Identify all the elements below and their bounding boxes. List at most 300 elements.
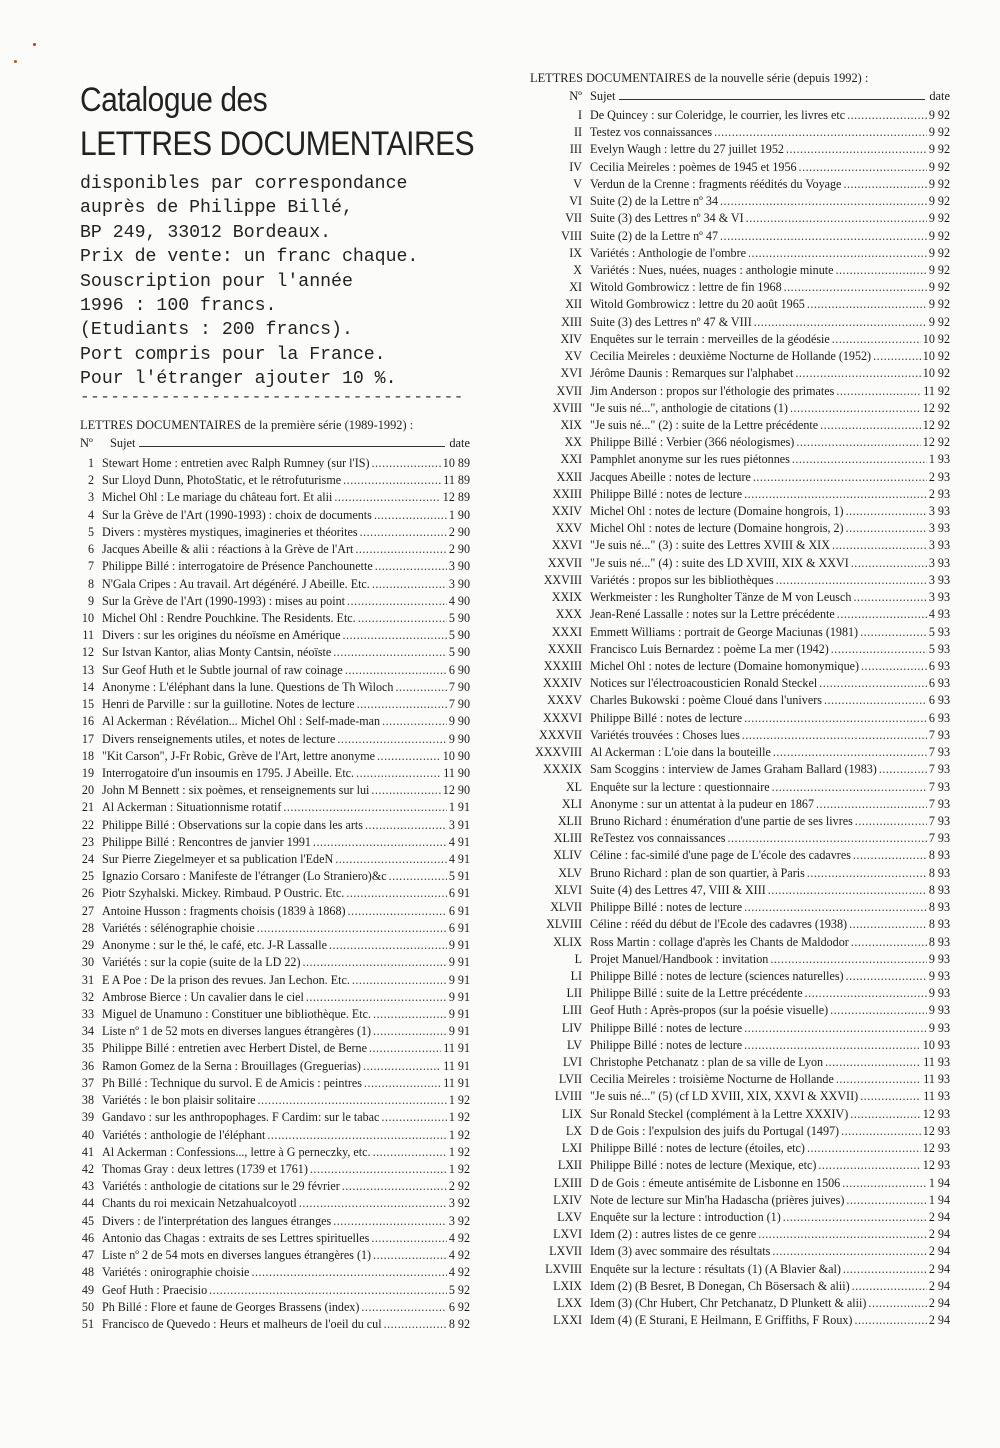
- item-leader: [343, 472, 441, 489]
- item-date: 1 92: [448, 1161, 470, 1176]
- list-item: [530, 228, 950, 245]
- item-leader: [352, 972, 447, 989]
- list-item: [530, 916, 950, 933]
- list-item: [80, 748, 470, 765]
- list-item: [80, 903, 470, 920]
- item-number: XLII: [557, 813, 582, 828]
- col-no: Nº: [569, 89, 582, 103]
- item-leader: [337, 731, 446, 748]
- item-number: 30: [81, 955, 94, 970]
- item-subject: Idem (2) : autres listes de ce genre: [590, 1227, 757, 1242]
- item-date: 3 93: [928, 521, 950, 536]
- list-item: [530, 624, 950, 641]
- item-leader: [251, 1264, 446, 1281]
- item-leader: [347, 593, 447, 610]
- item-number: 21: [81, 800, 94, 815]
- item-subject: Cecilia Meireles : deuxième Nocturne de Hollande (1952): [590, 349, 872, 364]
- item-number: 51: [81, 1316, 94, 1331]
- item-subject: Al Ackerman : Confessions..., lettre à G perneczky, etc.: [102, 1144, 371, 1159]
- item-date: 4 91: [448, 852, 470, 867]
- item-date: 6 90: [448, 662, 470, 677]
- item-subject: Sur la Grève de l'Art (1990-1993) : mises au point: [102, 593, 345, 608]
- item-date: 9 92: [928, 297, 950, 312]
- item-leader: [369, 1040, 441, 1057]
- item-date: 2 92: [448, 1179, 470, 1194]
- list-item: [530, 107, 950, 124]
- item-date: 9 92: [928, 262, 950, 277]
- item-subject: Michel Ohl : notes de lecture (Domaine homonymique): [590, 659, 860, 673]
- list-item: [530, 865, 950, 882]
- item-leader: [860, 624, 927, 641]
- item-subject: Francisco de Quevedo : Heurs et malheurs de l'oeil du cul: [102, 1316, 382, 1331]
- item-subject: Al Ackerman : Situationnisme rotatif: [102, 800, 282, 815]
- item-number: VII: [565, 211, 582, 226]
- item-date: 11 90: [443, 765, 470, 780]
- list-item: [530, 159, 950, 176]
- item-date: 6 93: [928, 693, 950, 708]
- item-leader: [836, 1071, 921, 1088]
- item-date: 2 93: [928, 469, 950, 484]
- item-subject: Pamphlet anonyme sur les rues piétonnes: [590, 452, 790, 467]
- info-line: Souscription pour l'année: [80, 271, 353, 292]
- item-subject: Michel Ohl : Rendre Pouchkine. The Residents. Etc.: [102, 610, 356, 625]
- item-leader: [371, 782, 440, 799]
- item-subject: Anonyme : sur un attentat à la pudeur en 1867: [590, 796, 815, 811]
- list-item: [530, 469, 950, 486]
- item-number: XLIV: [553, 848, 582, 863]
- item-number: 12: [81, 645, 94, 660]
- item-subject: Jacques Abeille : notes de lecture: [590, 469, 751, 484]
- item-leader: [843, 176, 926, 193]
- item-date: 12 93: [922, 1141, 950, 1156]
- item-leader: [790, 400, 921, 417]
- list-item: [530, 1261, 950, 1278]
- item-subject: Jim Anderson : propos sur l'éthologie des primates: [590, 383, 835, 398]
- item-subject: Chants du roi mexicain Netzahualcoyotl: [102, 1196, 297, 1211]
- list-item: [530, 692, 950, 709]
- info-line: Pour l'étranger ajouter 10 %.: [80, 369, 397, 390]
- list-item: [80, 1109, 470, 1126]
- list-item: [530, 572, 950, 589]
- item-date: 11 91: [443, 1058, 470, 1073]
- separator: --------------------------------------: [80, 388, 464, 406]
- item-subject: Suite (3) des Lettres nº 34 & VI: [590, 211, 744, 226]
- item-subject: Sur Istvan Kantor, alias Monty Cantsin, néoïste: [102, 645, 332, 660]
- item-leader: [807, 296, 927, 313]
- item-date: 9 91: [448, 1024, 470, 1039]
- item-date: 9 92: [928, 159, 950, 174]
- item-leader: [306, 989, 447, 1006]
- item-number: 38: [81, 1093, 94, 1108]
- item-number: 27: [81, 903, 94, 918]
- item-subject: ReTestez vos connaissances: [590, 831, 726, 846]
- item-subject: Note de lecture sur Min'ha Hadascha (prières juives): [590, 1192, 845, 1207]
- item-leader: [333, 644, 447, 661]
- item-subject: Emmett Williams : portrait de George Maciunas (1981): [590, 624, 859, 639]
- item-date: 9 93: [928, 968, 950, 983]
- item-date: 2 90: [448, 524, 470, 539]
- item-number: 8: [87, 576, 94, 591]
- item-leader: [373, 1144, 447, 1161]
- list-item: [530, 383, 950, 400]
- item-leader: [744, 899, 927, 916]
- item-number: 31: [81, 972, 94, 987]
- item-subject: Variétés trouvées : Choses lues: [590, 727, 740, 742]
- item-leader: [728, 830, 927, 847]
- info-line: 1996 : 100 francs.: [80, 296, 277, 317]
- item-subject: Liste nº 2 de 54 mots en diverses langues étrangères (1): [102, 1248, 372, 1263]
- item-leader: [342, 1178, 447, 1195]
- item-date: 3 90: [448, 559, 470, 574]
- item-subject: Variétés : Nues, nuées, nuages : anthologie minute: [590, 262, 834, 277]
- item-date: 9 92: [928, 245, 950, 260]
- item-subject: Michel Ohl : Le mariage du château fort. Et alii: [102, 490, 333, 505]
- list-item: [530, 796, 950, 813]
- item-date: 11 91: [443, 1075, 470, 1090]
- item-number: XXV: [555, 521, 582, 536]
- item-subject: Ph Billé : Technique du survol. E de Amicis : peintres: [102, 1075, 362, 1090]
- list-item: [530, 779, 950, 796]
- item-number: XLV: [558, 865, 582, 880]
- list-item: [530, 899, 950, 916]
- item-subject: Sur la Grève de l'Art (1990-1993) : choix de documents: [102, 507, 372, 522]
- item-date: 8 93: [928, 848, 950, 863]
- item-subject: Gandavo : sur les anthropophages. F Cardim: sur le tabac: [102, 1110, 380, 1125]
- item-leader: [313, 834, 447, 851]
- item-leader: [854, 1312, 926, 1329]
- item-leader: [824, 692, 927, 709]
- list-item: [530, 1157, 950, 1174]
- list-item: [80, 989, 470, 1006]
- list-item: [80, 1075, 470, 1092]
- item-number: 45: [81, 1213, 94, 1228]
- list-item: [80, 610, 470, 627]
- item-number: 26: [81, 886, 94, 901]
- list-item: [80, 1299, 470, 1316]
- item-number: LXVII: [549, 1244, 582, 1259]
- item-leader: [847, 107, 927, 124]
- item-leader: [819, 675, 927, 692]
- item-number: 35: [81, 1041, 94, 1056]
- item-date: 9 91: [448, 938, 470, 953]
- item-leader: [267, 1127, 446, 1144]
- item-subject: Witold Gombrowicz : lettre du 20 août 1965: [590, 297, 805, 312]
- item-leader: [846, 503, 927, 520]
- item-number: 20: [81, 783, 94, 798]
- item-number: XL: [565, 779, 582, 794]
- item-number: LVII: [558, 1072, 582, 1087]
- item-number: IX: [569, 245, 582, 260]
- item-leader: [299, 1195, 447, 1212]
- item-number: 36: [81, 1058, 94, 1073]
- item-subject: Testez vos connaissances: [590, 125, 713, 140]
- item-leader: [851, 555, 927, 572]
- header-leader: [139, 446, 445, 447]
- list-item: [530, 245, 950, 262]
- first-series-column-header: [80, 436, 470, 451]
- item-subject: Enquête sur la lecture : questionnaire: [590, 779, 770, 794]
- item-leader: [373, 1006, 447, 1023]
- item-leader: [345, 662, 447, 679]
- item-subject: Francisco Luis Bernardez : poème La mer (1942): [590, 641, 829, 656]
- item-date: 7 93: [928, 745, 950, 760]
- info-line: Port compris pour la France.: [80, 344, 386, 365]
- item-date: 9 90: [448, 731, 470, 746]
- item-leader: [329, 937, 447, 954]
- item-subject: Projet Manuel/Handbook : invitation: [590, 951, 769, 966]
- item-subject: Jérôme Daunis : Remarques sur l'alphabet: [590, 366, 794, 381]
- item-number: XLVIII: [546, 917, 582, 932]
- item-subject: Suite (3) des Lettres nº 47 & VIII: [590, 314, 752, 329]
- item-date: 6 93: [928, 710, 950, 725]
- item-subject: Sur Pierre Ziegelmeyer et sa publication l'EdeN: [102, 852, 334, 867]
- item-date: 7 90: [448, 679, 470, 694]
- item-subject: Suite (2) de la Lettre nº 34: [590, 194, 719, 209]
- list-item: [80, 1264, 470, 1281]
- item-date: 12 92: [922, 400, 950, 415]
- item-number: 22: [81, 817, 94, 832]
- item-leader: [846, 968, 927, 985]
- item-subject: Interrogatoire d'un insoumis en 1795. J Abeille. Etc.: [102, 765, 355, 780]
- item-subject: Suite (4) des Lettres 47, VIII & XIII: [590, 882, 766, 897]
- list-item: [80, 472, 470, 489]
- list-item: [80, 1247, 470, 1264]
- item-number: 48: [81, 1265, 94, 1280]
- item-date: 1 93: [928, 452, 950, 467]
- item-subject: Divers : sur les origines du néoïsme en Amérique: [102, 628, 341, 643]
- list-item: [80, 713, 470, 730]
- item-subject: Sam Scoggins : interview de James Graham Ballard (1983): [590, 762, 877, 777]
- item-subject: "Je suis né...", anthologie de citations (1): [590, 400, 788, 415]
- item-date: 10 92: [922, 349, 950, 364]
- item-subject: Philippe Billé : notes de lecture: [590, 1037, 743, 1052]
- item-number: LVI: [562, 1055, 582, 1070]
- item-date: 12 93: [922, 1106, 950, 1121]
- list-item: [80, 644, 470, 661]
- list-item: [80, 817, 470, 834]
- list-item: [530, 934, 950, 951]
- new-series-list: [530, 107, 950, 1330]
- item-date: 11 93: [923, 1055, 950, 1070]
- item-leader: [837, 606, 927, 623]
- item-subject: N'Gala Cripes : Au travail. Art dégénéré. J Abeille. Etc.: [102, 576, 370, 591]
- item-number: XX: [564, 435, 582, 450]
- item-leader: [372, 455, 441, 472]
- item-number: XXXVI: [543, 710, 582, 725]
- item-subject: Variétés : sélénographie choisie: [102, 920, 255, 935]
- list-item: [80, 1023, 470, 1040]
- list-item: [530, 1312, 950, 1329]
- new-series-heading: LETTRES DOCUMENTAIRES de la nouvelle série (depuis 1992) :: [530, 71, 869, 85]
- item-leader: [358, 610, 447, 627]
- item-leader: [846, 1192, 926, 1209]
- item-leader: [841, 1123, 921, 1140]
- item-subject: Variétés : propos sur les bibliothèques: [590, 572, 774, 587]
- item-leader: [853, 589, 926, 606]
- item-number: 44: [81, 1196, 94, 1211]
- item-number: VIII: [561, 228, 582, 243]
- item-number: XXX: [555, 607, 582, 622]
- item-leader: [783, 1209, 927, 1226]
- info-line: BP 249, 33012 Bordeaux.: [80, 222, 332, 243]
- item-date: 11 92: [923, 383, 950, 398]
- item-subject: Variétés : anthologie de l'éléphant: [102, 1127, 266, 1142]
- item-leader: [381, 1109, 446, 1126]
- list-item: [530, 1106, 950, 1123]
- header-leader: [619, 99, 925, 100]
- list-item: [530, 1226, 950, 1243]
- item-number: XVI: [560, 366, 582, 381]
- item-number: III: [569, 142, 582, 157]
- item-number: X: [573, 262, 582, 277]
- item-subject: Idem (3) (Chr Hubert, Chr Petchanatz, D Plunkett & alii): [590, 1296, 867, 1311]
- list-item: [530, 1037, 950, 1054]
- item-date: 3 91: [448, 817, 470, 832]
- list-item: [530, 262, 950, 279]
- item-number: II: [573, 125, 582, 140]
- list-item: [530, 985, 950, 1002]
- item-leader: [334, 489, 440, 506]
- item-subject: Antoine Husson : fragments choisis (1839 à 1868): [102, 903, 346, 918]
- item-date: 9 90: [448, 714, 470, 729]
- item-subject: De Quincey : sur Coleridge, le courrier, les livres etc: [590, 108, 846, 122]
- item-number: XXIX: [551, 590, 582, 605]
- item-subject: Philippe Billé : suite de la Lettre précédente: [590, 986, 803, 1001]
- item-date: 2 94: [928, 1244, 950, 1259]
- item-number: 50: [81, 1299, 94, 1314]
- list-item: [530, 124, 950, 141]
- list-item: [80, 1058, 470, 1075]
- item-number: LXIV: [553, 1192, 582, 1207]
- list-item: [80, 1195, 470, 1212]
- item-leader: [746, 210, 927, 227]
- item-date: 9 91: [448, 989, 470, 1004]
- item-subject: Céline : fac-similé d'une page de L'école des cadavres: [590, 848, 851, 863]
- ordering-info: [80, 172, 418, 392]
- item-date: 1 91: [448, 800, 470, 815]
- list-item: [530, 1020, 950, 1037]
- list-item: [530, 1278, 950, 1295]
- item-subject: Bruno Richard : énumération d'une partie de ses livres: [590, 813, 853, 828]
- item-date: 9 92: [928, 280, 950, 295]
- item-subject: D de Gois : l'expulsion des juifs du Portugal (1497): [590, 1123, 840, 1138]
- item-subject: Sur Lloyd Dunn, PhotoStatic, et le rétrofuturisme: [102, 473, 342, 488]
- item-date: 2 90: [448, 542, 470, 557]
- item-subject: Philippe Billé : notes de lecture (Mexique, etc): [590, 1158, 817, 1173]
- list-item: [80, 834, 470, 851]
- item-number: 6: [87, 542, 94, 557]
- item-subject: Philippe Billé : notes de lecture: [590, 900, 743, 915]
- item-leader: [744, 1020, 927, 1037]
- item-number: LII: [566, 986, 582, 1001]
- item-number: XXIV: [551, 504, 582, 519]
- item-leader: [758, 1226, 927, 1243]
- list-item: [530, 1140, 950, 1157]
- list-item: [80, 1161, 470, 1178]
- item-number: 37: [81, 1075, 94, 1090]
- list-item: [80, 1144, 470, 1161]
- item-date: 4 92: [448, 1248, 470, 1263]
- item-subject: John M Bennett : six poèmes, et renseignements sur lui: [102, 783, 370, 798]
- item-number: LVIII: [554, 1089, 582, 1104]
- item-number: 29: [81, 938, 94, 953]
- item-leader: [799, 159, 927, 176]
- info-line: (Etudiants : 200 francs).: [80, 320, 353, 341]
- item-leader: [879, 761, 927, 778]
- item-number: LIII: [562, 1003, 582, 1018]
- item-number: LXV: [557, 1210, 582, 1224]
- list-item: [80, 696, 470, 713]
- item-date: 6 93: [928, 676, 950, 691]
- item-leader: [816, 796, 927, 813]
- item-subject: E A Poe : De la prison des revues. Jan Lechon. Etc.: [102, 972, 350, 987]
- item-number: L: [574, 951, 582, 966]
- item-number: XLIII: [553, 831, 582, 846]
- item-date: 1 94: [928, 1192, 950, 1207]
- list-item: [80, 558, 470, 575]
- item-date: 6 91: [448, 920, 470, 935]
- list-item: [80, 885, 470, 902]
- item-number: LV: [566, 1037, 582, 1052]
- item-number: XVII: [556, 383, 582, 398]
- item-leader: [846, 520, 927, 537]
- col-no: Nº: [80, 436, 93, 450]
- info-line: auprès de Philippe Billé,: [80, 198, 353, 219]
- list-item: [530, 503, 950, 520]
- item-subject: Al Ackerman : L'oie dans la bouteille: [590, 745, 771, 760]
- item-subject: Bruno Richard : plan de son quartier, à Paris: [590, 865, 805, 880]
- item-leader: [843, 1261, 927, 1278]
- item-subject: Anonyme : L'éléphant dans la lune. Questions de Th Wiloch: [102, 679, 394, 694]
- list-item: [530, 968, 950, 985]
- item-date: 4 92: [448, 1265, 470, 1280]
- item-number: XXXII: [547, 641, 582, 656]
- item-number: XLVII: [550, 900, 582, 915]
- item-date: 6 93: [928, 659, 950, 673]
- info-line: disponibles par correspondance: [80, 174, 408, 194]
- item-date: 9 92: [928, 108, 950, 122]
- list-item: [80, 1040, 470, 1057]
- item-leader: [742, 727, 927, 744]
- list-item: [80, 662, 470, 679]
- item-date: 1 92: [448, 1110, 470, 1125]
- item-leader: [836, 262, 927, 279]
- item-date: 3 93: [928, 555, 950, 570]
- item-date: 4 91: [448, 834, 470, 849]
- list-item: [530, 761, 950, 778]
- item-number: XIII: [561, 314, 582, 329]
- page-title: [80, 78, 528, 166]
- list-item: [530, 727, 950, 744]
- item-subject: Michel Ohl : notes de lecture (Domaine hongrois, 1): [590, 504, 844, 519]
- item-subject: Henri de Parville : sur la guillotine. Notes de lecture: [102, 697, 355, 712]
- item-subject: Jean-René Lassalle : notes sur la Lettre précédente: [590, 607, 835, 622]
- item-date: 10 93: [922, 1037, 950, 1052]
- item-number: I: [577, 108, 582, 122]
- item-number: 39: [81, 1110, 94, 1125]
- item-subject: Philippe Billé : notes de lecture: [590, 486, 743, 501]
- item-leader: [792, 451, 927, 468]
- item-date: 5 92: [448, 1282, 470, 1297]
- list-item: [530, 882, 950, 899]
- item-number: 9: [87, 593, 94, 608]
- item-date: 9 92: [928, 125, 950, 140]
- item-number: 34: [81, 1024, 94, 1039]
- list-item: [530, 434, 950, 451]
- first-series-heading: LETTRES DOCUMENTAIRES de la première série (1989-1992) :: [80, 418, 414, 432]
- item-number: 15: [81, 697, 94, 712]
- item-leader: [784, 279, 927, 296]
